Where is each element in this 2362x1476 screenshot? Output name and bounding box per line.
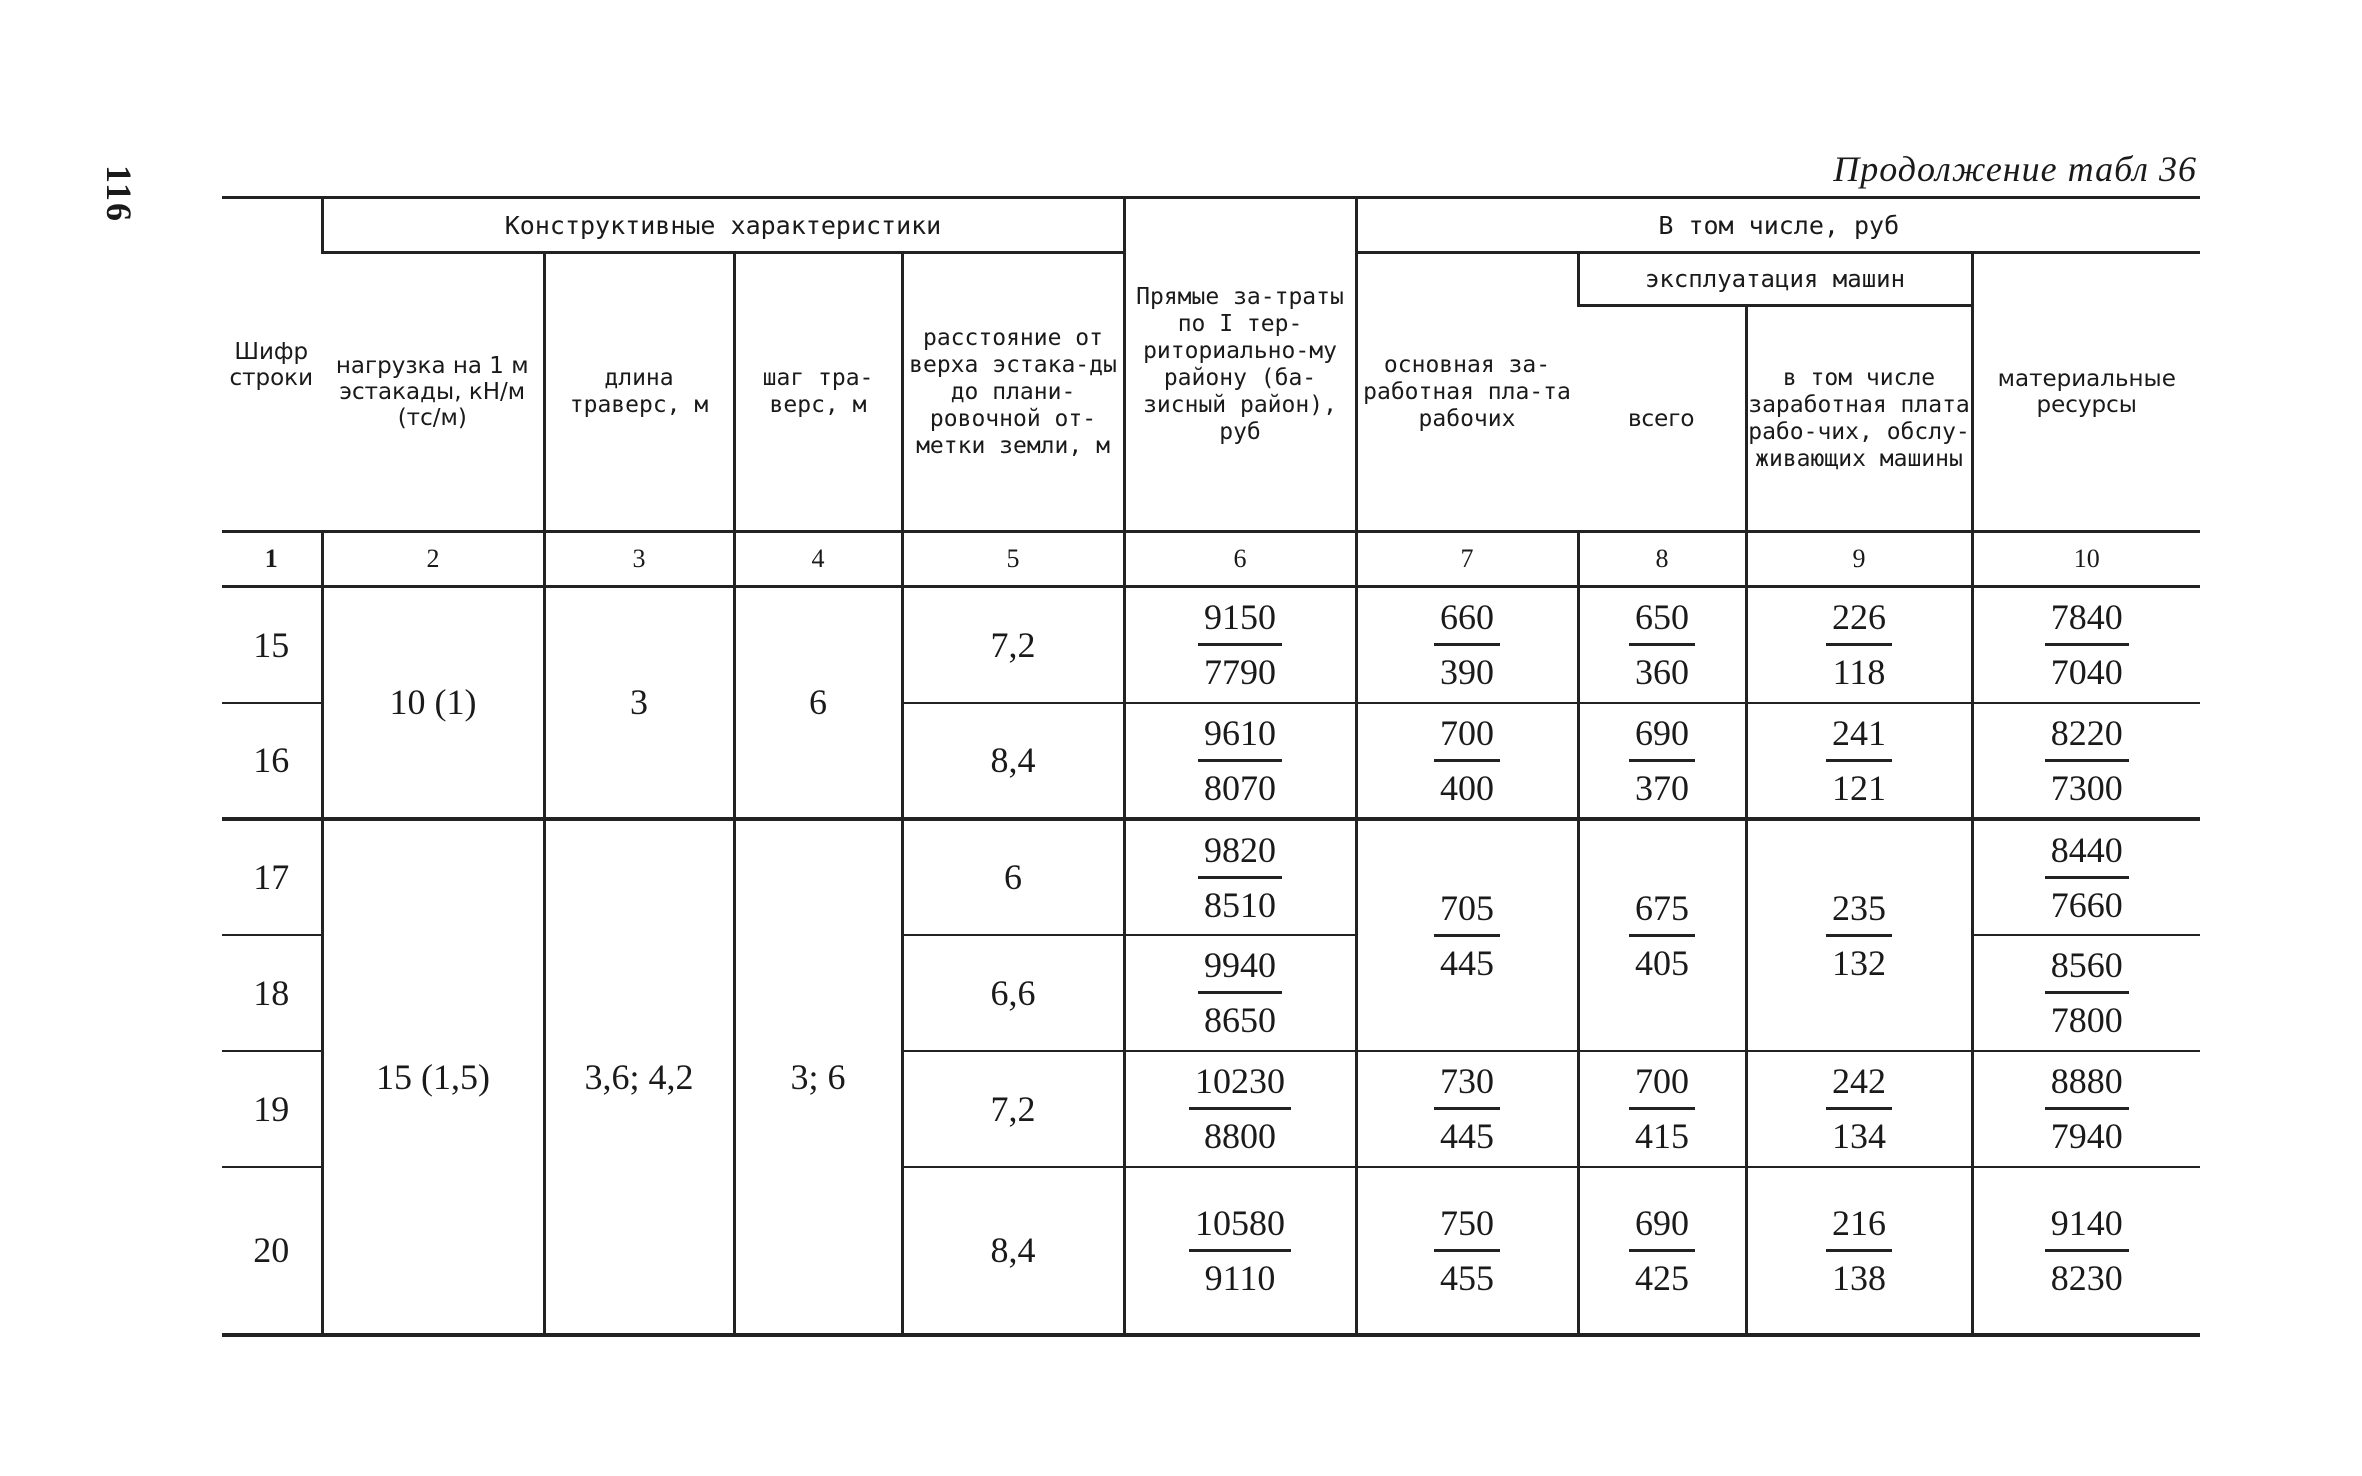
row-code: 18 — [222, 935, 322, 1051]
column-number: 5 — [902, 532, 1124, 587]
cell-distance: 8,4 — [902, 703, 1124, 819]
column-number: 9 — [1746, 532, 1972, 587]
cell-machines-total — [1578, 819, 1746, 1051]
continuation-caption: Продолжение табл 36 — [1833, 149, 2197, 189]
cell-materials — [1972, 587, 2200, 703]
cell-basic-wage — [1356, 819, 1578, 1051]
cell-materials — [1972, 819, 2200, 935]
cell-direct-costs — [1124, 1167, 1356, 1335]
denominator: 8510 — [1204, 884, 1276, 925]
cell-distance: 8,4 — [902, 1167, 1124, 1335]
header-direct-costs: Прямые за-траты по I тер-риториально-му району (ба-зисный район), руб — [1124, 198, 1356, 532]
header-traverse-step: шаг тра-верс, м — [734, 253, 902, 532]
denominator: 8230 — [2050, 1257, 2123, 1298]
header-basic-wage: основная за-работная пла-та рабочих — [1356, 253, 1578, 532]
numerator: 9140 — [2045, 1199, 2129, 1252]
cell-machines-total — [1578, 587, 1746, 703]
numerator: 690 — [1629, 709, 1695, 762]
row-code: 15 — [253, 624, 290, 665]
cell-basic-wage — [1356, 587, 1578, 703]
header-row-code: Шифр строки — [229, 338, 314, 391]
cell-basic-wage — [1356, 1051, 1578, 1167]
cell-materials — [1972, 1051, 2200, 1167]
denominator: 445 — [1440, 1116, 1494, 1156]
numerator: 241 — [1826, 709, 1892, 762]
numerator: 9610 — [1198, 709, 1282, 762]
numerator: 675 — [1629, 884, 1695, 937]
cell-materials — [1972, 703, 2200, 819]
numerator: 8440 — [2045, 826, 2129, 879]
cell-distance: 7,2 — [902, 587, 1124, 703]
cell-basic-wage — [1356, 1167, 1578, 1335]
numerator: 242 — [1826, 1057, 1892, 1110]
denominator: 7660 — [2050, 884, 2123, 925]
column-number: 10 — [1972, 532, 2200, 587]
cell-machines-wage — [1746, 587, 1972, 703]
cell-direct-costs — [1124, 703, 1356, 819]
numerator: 730 — [1434, 1057, 1500, 1110]
header-materials: материальные ресурсы — [1972, 253, 2200, 532]
column-number: 7 — [1356, 532, 1578, 587]
denominator: 7800 — [2050, 1000, 2123, 1040]
denominator: 405 — [1635, 942, 1689, 983]
denominator: 8070 — [1204, 767, 1276, 808]
header-machines-total: всего — [1627, 405, 1695, 432]
header-machines-wage: в том числе заработная плата рабо-чих, обслу-живающих машины — [1746, 306, 1972, 532]
cell-machines-wage — [1746, 1051, 1972, 1167]
cell-materials — [1972, 935, 2200, 1051]
cell-machines-wage — [1746, 703, 1972, 819]
numerator: 660 — [1434, 593, 1500, 646]
denominator: 8650 — [1204, 1000, 1276, 1040]
header-distance: расстояние от верха эстака-ды до плани-ровочной от-метки земли, м — [902, 253, 1124, 532]
cell-materials — [1972, 1167, 2200, 1335]
header-traverse-length: длина траверс, м — [544, 253, 734, 532]
cell-machines-wage — [1746, 819, 1972, 1051]
numerator: 235 — [1826, 884, 1892, 937]
cell-direct-costs — [1124, 1051, 1356, 1167]
denominator: 134 — [1832, 1116, 1886, 1156]
denominator: 138 — [1832, 1257, 1886, 1298]
column-number: 1 — [222, 532, 322, 587]
numerator: 226 — [1826, 593, 1892, 646]
denominator: 121 — [1832, 767, 1886, 808]
denominator: 390 — [1440, 652, 1494, 693]
denominator: 9110 — [1204, 1257, 1276, 1298]
cell-direct-costs — [1124, 935, 1356, 1051]
numerator: 690 — [1629, 1199, 1695, 1252]
numerator: 9150 — [1198, 593, 1282, 646]
numerator: 9940 — [1198, 941, 1282, 994]
cell-distance: 6,6 — [902, 935, 1124, 1051]
numerator: 7840 — [2045, 593, 2129, 646]
cell-traverse-step: 3; 6 — [734, 819, 902, 1335]
denominator: 360 — [1635, 652, 1689, 693]
page-number: 116 — [99, 165, 139, 224]
denominator: 425 — [1635, 1257, 1689, 1298]
table-row — [222, 819, 2200, 935]
column-number: 3 — [544, 532, 734, 587]
numerator: 650 — [1629, 593, 1695, 646]
numerator: 700 — [1434, 709, 1500, 762]
denominator: 370 — [1635, 767, 1689, 808]
numerator: 10230 — [1189, 1057, 1291, 1110]
cell-machines-total — [1578, 1051, 1746, 1167]
numerator: 9820 — [1198, 826, 1282, 879]
denominator: 8800 — [1204, 1116, 1276, 1156]
denominator: 7790 — [1204, 652, 1276, 693]
row-code: 20 — [222, 1167, 322, 1335]
column-numbers-row — [222, 532, 2200, 587]
row-code: 16 — [222, 703, 322, 819]
denominator: 132 — [1832, 942, 1886, 983]
numerator: 216 — [1826, 1199, 1892, 1252]
column-number: 8 — [1578, 532, 1746, 587]
denominator: 400 — [1440, 767, 1494, 808]
numerator: 10580 — [1189, 1199, 1291, 1252]
denominator: 7300 — [2050, 767, 2123, 808]
denominator: 455 — [1440, 1257, 1494, 1298]
table-row — [222, 587, 2200, 703]
column-number: 6 — [1124, 532, 1356, 587]
column-number: 2 — [322, 532, 544, 587]
cell-direct-costs — [1124, 819, 1356, 935]
cell-load: 10 (1) — [322, 587, 544, 819]
cell-traverse-length: 3,6; 4,2 — [544, 819, 734, 1335]
row-code: 17 — [222, 819, 322, 935]
cell-basic-wage — [1356, 703, 1578, 819]
row-code: 19 — [222, 1051, 322, 1167]
cell-traverse-length: 3 — [544, 587, 734, 819]
numerator: 8880 — [2045, 1057, 2129, 1110]
numerator: 700 — [1629, 1057, 1695, 1110]
header-load: нагрузка на 1 м эстакады, кН/м (тс/м) — [335, 353, 529, 431]
cost-table — [222, 196, 2200, 1337]
numerator: 8220 — [2045, 709, 2129, 762]
cell-direct-costs — [1124, 587, 1356, 703]
denominator: 7040 — [2050, 652, 2123, 693]
header-including-group: В том числе, руб — [1356, 198, 2200, 253]
numerator: 8560 — [2045, 941, 2129, 994]
cell-traverse-step: 6 — [734, 587, 902, 819]
cell-machines-total — [1578, 1167, 1746, 1335]
cell-machines-wage — [1746, 1167, 1972, 1335]
header-construct-group: Конструктивные характеристики — [322, 198, 1124, 253]
column-number: 4 — [734, 532, 902, 587]
denominator: 415 — [1635, 1116, 1689, 1156]
numerator: 750 — [1434, 1199, 1500, 1252]
header-machines: эксплуатация машин — [1578, 253, 1972, 306]
cell-distance: 7,2 — [902, 1051, 1124, 1167]
denominator: 7940 — [2050, 1116, 2123, 1156]
denominator: 118 — [1832, 652, 1886, 693]
cell-machines-total — [1578, 703, 1746, 819]
cell-load: 15 (1,5) — [322, 819, 544, 1335]
numerator: 705 — [1434, 884, 1500, 937]
cell-distance: 6 — [902, 819, 1124, 935]
denominator: 445 — [1440, 942, 1494, 983]
